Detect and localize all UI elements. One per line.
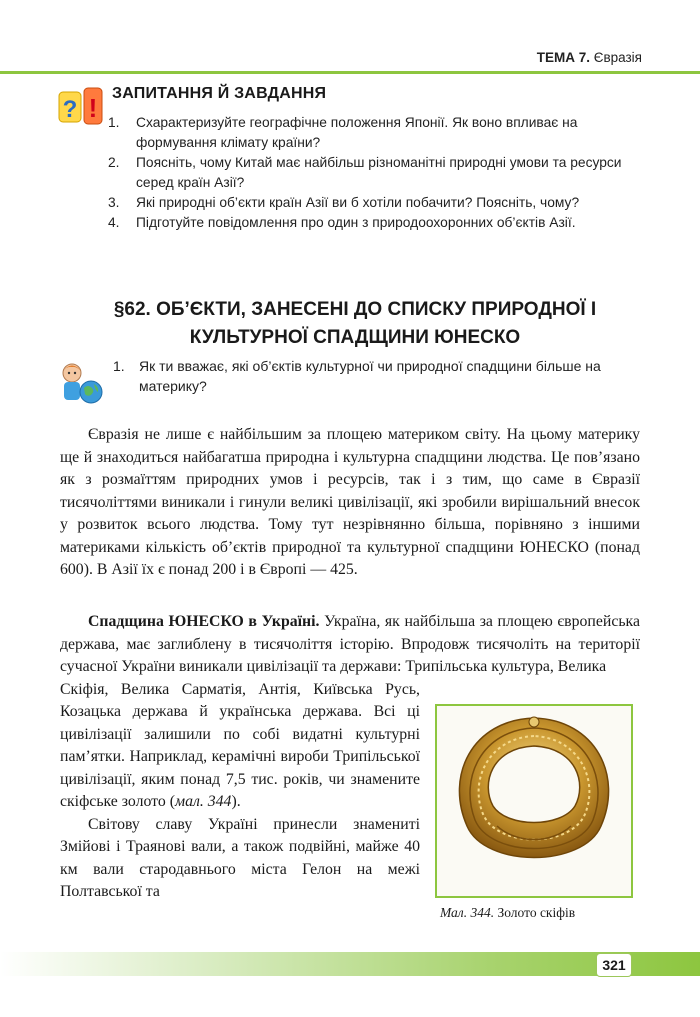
- questions-list: [108, 113, 648, 233]
- questions-title: ЗАПИТАННЯ Й ЗАВДАННЯ: [112, 85, 327, 102]
- section-title: [60, 296, 650, 352]
- question-item: [108, 193, 648, 213]
- question-text: Які природні об’єкти країн Азії ви б хотіли побачити? Поясніть, чому?: [136, 195, 580, 210]
- think-question-text: Як ти вважає, які об’єктів культурної чи природної спадщини більше на материку?: [139, 358, 601, 394]
- paragraph-intro: Євразія не лише є найбільшим за площею материком світу. На цьому материку ще й знаходиться найбагатша природна і культурна спадщини людства. Це пов’язано як з розмаїттям природних умов і ресурсів, так і з тим, що саме в Євразії тисячоліттями виникали і гинули великі цивілізації, які зробили вирішальний внесок у розвиток всього людства. Тому тут незрівнянно більша, порівняно з іншими материками кількість об’єктів природної та культурної спадщини ЮНЕСКО (понад 600). В Азії їх є понад 200 і в Європі — 425.: [60, 426, 640, 578]
- topic-name: Євразія: [593, 50, 642, 65]
- paragraph-text-end: ).: [231, 793, 241, 810]
- question-item: [108, 153, 648, 193]
- svg-text:?: ?: [62, 96, 78, 123]
- figure-label: Мал. 344.: [440, 905, 495, 920]
- question-item: [108, 113, 648, 153]
- topic-label: ТЕМА 7.: [536, 50, 590, 65]
- paragraph-text-narrow: Скіфія, Велика Сарматія, Антія, Київська Русь, Козацька держава й українська держава. Всі ці цивілізації залишили по собі видатні культурні пам’ятки. Наприклад, керамічні вироби Трипільської цивілізації, яким понад 7,5 тис. років, чи знамените скіфське золото (: [60, 680, 420, 810]
- question-number: 1.: [108, 115, 120, 130]
- paragraph-text-walls: Світову славу Україні принесли знамениті Змійові і Траянові вали, а також подвійні, майже 40 км вали стародавнього міста Гелон на межі Полтавської та: [60, 815, 420, 900]
- think-question: [113, 356, 643, 396]
- question-number: 4.: [108, 215, 120, 230]
- student-globe-icon: [58, 360, 104, 406]
- paragraph-lead: Спадщина ЮНЕСКО в Україні.: [88, 613, 320, 630]
- scythian-pectoral-image: [437, 706, 631, 896]
- think-question-number: 1.: [113, 358, 125, 374]
- question-text: Підготуйте повідомлення про один з природоохоронних об’єктів Азії.: [136, 215, 576, 230]
- figure-scythian-gold: [435, 704, 633, 898]
- svg-text:!: !: [88, 93, 98, 123]
- figure-caption: [440, 905, 640, 921]
- figure-caption-text: Золото скіфів: [494, 905, 576, 920]
- footer-bar: [0, 952, 700, 976]
- section-title-line: §62. ОБ’ЄКТИ, ЗАНЕСЕНІ ДО СПИСКУ ПРИРОДНОЇ І: [113, 299, 597, 320]
- paragraph-text-narrow-block: [60, 679, 420, 814]
- question-text: Схарактеризуйте географічне положення Японії. Як воно впливає на формування клімату країни?: [136, 115, 578, 150]
- header-divider: [0, 71, 700, 74]
- question-number: 2.: [108, 155, 120, 170]
- section-title-line: КУЛЬТУРНОЇ СПАДЩИНИ ЮНЕСКО: [189, 327, 521, 348]
- paragraph-text-wide: Україна, як найбільша за площею європейська держава, має заглиблену в тисячоліття історію. Впродовж тисячоліть на території сучасної України виникали цивілізації та держави: Трипільська культура, Велика: [60, 613, 640, 675]
- question-number: 3.: [108, 195, 120, 210]
- question-item: [108, 213, 648, 233]
- question-text: Поясніть, чому Китай має найбільш різноманітні природні умови та ресурси серед країн Азії?: [136, 155, 622, 190]
- question-exclamation-icon: [58, 86, 104, 126]
- running-header: [537, 50, 642, 65]
- figure-reference: мал. 344: [174, 793, 232, 810]
- page-number: 321: [596, 953, 632, 977]
